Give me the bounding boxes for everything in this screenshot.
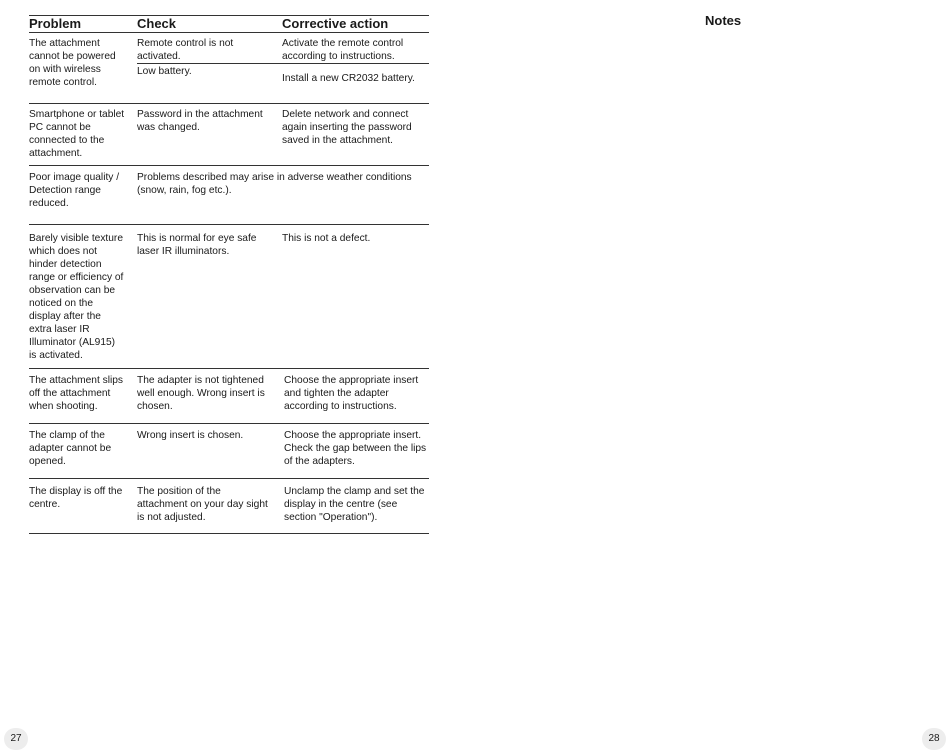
row-2-problem: Smartphone or tablet PC cannot be connected to the attachment. (29, 109, 125, 159)
row-1-rule (29, 103, 429, 104)
row-6-check: Wrong insert is chosen. (137, 430, 244, 441)
row-4-check: This is normal for eye safe laser IR illuminators. (137, 233, 257, 257)
row-5-rule (29, 423, 429, 424)
row-7-rule (29, 533, 429, 534)
row-4-problem: Barely visible texture which does not hinder detection range or efficiency of observation can be noticed on the display after the extra laser IR Illuminator (AL915) is activated. (29, 233, 124, 361)
header-check: Check (137, 16, 177, 31)
row-3-problem: Poor image quality / Detection range reduced. (29, 172, 120, 209)
row-7-problem: The display is off the centre. (29, 486, 123, 510)
header-bottom-rule (29, 32, 429, 33)
page-number-right: 28 (922, 728, 946, 750)
header-top-rule (29, 15, 429, 16)
header-corrective-action: Corrective action (282, 16, 389, 31)
row-6-rule (29, 478, 429, 479)
row-1-action-1: Activate the remote control according to instructions. (282, 38, 404, 62)
row-5-action: Choose the appropriate insert and tighten the adapter according to instructions. (284, 375, 419, 412)
row-5-problem: The attachment slips off the attachment when shooting. (29, 375, 123, 412)
row-4-rule (29, 368, 429, 369)
row-7-action: Unclamp the clamp and set the display in the centre (see section "Operation"). (284, 486, 425, 523)
row-1-inner-rule (137, 63, 429, 64)
row-2-rule (29, 165, 429, 166)
row-5-check: The adapter is not tightened well enough. Wrong insert is chosen. (137, 375, 265, 412)
header-problem: Problem (29, 16, 82, 31)
row-2-action: Delete network and connect again inserting the password saved in the attachment. (282, 109, 412, 146)
row-3-rule (29, 224, 429, 225)
row-7-check: The position of the attachment on your day sight is not adjusted. (137, 486, 268, 523)
row-6-action: Choose the appropriate insert. Check the gap between the lips of the adapters. (284, 430, 427, 467)
page-number-left: 27 (4, 728, 28, 750)
row-3-check-action: Problems described may arise in adverse weather conditions (snow, rain, fog etc.). (137, 172, 412, 196)
row-6-problem: The clamp of the adapter cannot be opened. (29, 430, 112, 467)
notes-title: Notes (705, 13, 742, 28)
row-2-check: Password in the attachment was changed. (137, 109, 263, 133)
row-1-problem: The attachment cannot be powered on with wireless remote control. (29, 38, 116, 88)
row-1-check-2: Low battery. (137, 66, 192, 77)
row-1-action-2: Install a new CR2032 battery. (282, 73, 415, 84)
row-4-action: This is not a defect. (282, 233, 371, 244)
row-1-check-1: Remote control is not activated. (137, 38, 234, 62)
